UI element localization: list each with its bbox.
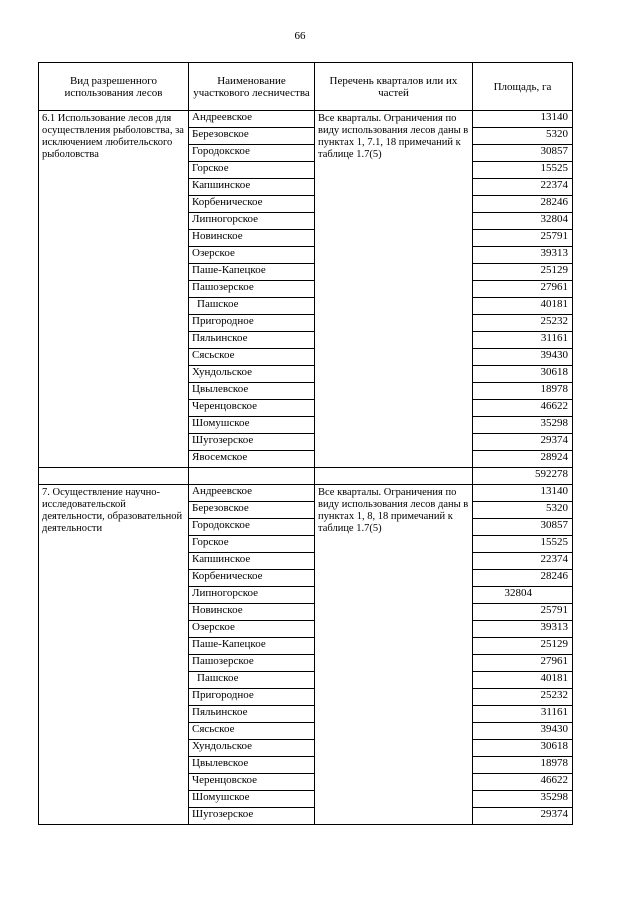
area-cell: 27961	[473, 655, 573, 672]
area-cell: 27961	[473, 281, 573, 298]
area-cell: 30857	[473, 145, 573, 162]
area-cell: 18978	[473, 757, 573, 774]
forestry-name-cell: Новинское	[189, 230, 315, 247]
forestry-name-cell: Пригородное	[189, 689, 315, 706]
forestry-name-cell: Андреевское	[189, 485, 315, 502]
area-cell: 32804	[473, 587, 573, 604]
total-area-cell: 592278	[473, 468, 573, 485]
forestry-name-cell: Городокское	[189, 145, 315, 162]
area-cell: 28246	[473, 196, 573, 213]
forestry-name-cell: Пашское	[189, 672, 315, 689]
area-cell: 28924	[473, 451, 573, 468]
table-header-row	[39, 63, 573, 111]
area-cell: 39313	[473, 621, 573, 638]
forestry-name-cell: Пяльинское	[189, 706, 315, 723]
forestry-name-cell: Сясьское	[189, 349, 315, 366]
area-cell: 46622	[473, 774, 573, 791]
page-number: 66	[294, 30, 306, 42]
header-area: Площадь, га	[473, 63, 573, 111]
area-cell: 22374	[473, 553, 573, 570]
forestry-name-cell: Березовское	[189, 128, 315, 145]
area-cell: 39430	[473, 723, 573, 740]
table-row	[39, 485, 573, 502]
forestry-name-cell: Озерское	[189, 621, 315, 638]
quarters-cell: Все кварталы. Ограничения по виду использования лесов даны в пунктах 1, 7.1, 18 примечаний к таблице 1.7(5)	[315, 111, 473, 468]
area-cell: 22374	[473, 179, 573, 196]
area-cell: 28246	[473, 570, 573, 587]
area-cell: 31161	[473, 706, 573, 723]
forestry-name-cell: Корбеничеcкое	[189, 570, 315, 587]
forestry-name-cell: Пяльинское	[189, 332, 315, 349]
area-cell: 30857	[473, 519, 573, 536]
quarters-cell: Все кварталы. Ограничения по виду использования лесов даны в пунктах 1, 8, 18 примечаний к таблице 1.7(5)	[315, 485, 473, 825]
area-cell: 15525	[473, 162, 573, 179]
area-cell: 40181	[473, 672, 573, 689]
area-cell: 46622	[473, 400, 573, 417]
area-cell: 25232	[473, 689, 573, 706]
forest-use-table	[38, 62, 573, 825]
forestry-name-cell: Горское	[189, 536, 315, 553]
forestry-name-cell: Сясьское	[189, 723, 315, 740]
forestry-name-cell: Хундольское	[189, 366, 315, 383]
forestry-name-cell: Пашозерское	[189, 281, 315, 298]
header-quarters: Перечень кварталов или их частей	[315, 63, 473, 111]
area-cell: 25129	[473, 264, 573, 281]
forestry-name-cell: Березовское	[189, 502, 315, 519]
area-cell: 35298	[473, 791, 573, 808]
forestry-name-cell: Шугозерское	[189, 808, 315, 825]
empty-cell	[189, 468, 315, 485]
area-cell: 5320	[473, 128, 573, 145]
forestry-name-cell: Новинское	[189, 604, 315, 621]
total-row	[39, 468, 573, 485]
forestry-name-cell: Черенцовское	[189, 774, 315, 791]
empty-cell	[39, 468, 189, 485]
forestry-name-cell: Хундольское	[189, 740, 315, 757]
forestry-name-cell: Липногорское	[189, 213, 315, 230]
forestry-name-cell: Пашское	[189, 298, 315, 315]
forestry-name-cell: Шомушское	[189, 791, 315, 808]
area-cell: 13140	[473, 111, 573, 128]
area-cell: 30618	[473, 740, 573, 757]
forestry-name-cell: Черенцовское	[189, 400, 315, 417]
forestry-name-cell: Паше-Капецкое	[189, 264, 315, 281]
forestry-name-cell: Андреевское	[189, 111, 315, 128]
area-cell: 18978	[473, 383, 573, 400]
area-cell: 39313	[473, 247, 573, 264]
area-cell: 15525	[473, 536, 573, 553]
area-cell: 30618	[473, 366, 573, 383]
forestry-name-cell: Пашозерское	[189, 655, 315, 672]
forestry-name-cell: Цвылевское	[189, 383, 315, 400]
area-cell: 40181	[473, 298, 573, 315]
forestry-name-cell: Горское	[189, 162, 315, 179]
forestry-name-cell: Капшинское	[189, 553, 315, 570]
table-row	[39, 111, 573, 128]
forestry-name-cell: Липногорское	[189, 587, 315, 604]
forestry-name-cell: Паше-Капецкое	[189, 638, 315, 655]
area-cell: 25232	[473, 315, 573, 332]
area-cell: 35298	[473, 417, 573, 434]
forestry-name-cell: Шугозерское	[189, 434, 315, 451]
area-cell: 5320	[473, 502, 573, 519]
area-cell: 13140	[473, 485, 573, 502]
area-cell: 25791	[473, 604, 573, 621]
area-cell: 25129	[473, 638, 573, 655]
forestry-name-cell: Явосемское	[189, 451, 315, 468]
use-type-cell: 7. Осуществление научно-исследовательской деятельности, образовательной деятельности	[39, 485, 189, 825]
use-type-cell: 6.1 Использование лесов для осуществления рыболовства, за исключением любительского рыболовства	[39, 111, 189, 468]
area-cell: 39430	[473, 349, 573, 366]
header-use-type: Вид разрешенного использования лесов	[39, 63, 189, 111]
forestry-name-cell: Шомушское	[189, 417, 315, 434]
forestry-name-cell: Корбеничеcкое	[189, 196, 315, 213]
area-cell: 29374	[473, 808, 573, 825]
forestry-name-cell: Озерское	[189, 247, 315, 264]
area-cell: 25791	[473, 230, 573, 247]
area-cell: 31161	[473, 332, 573, 349]
forestry-name-cell: Пригородное	[189, 315, 315, 332]
area-cell: 32804	[473, 213, 573, 230]
forestry-name-cell: Городокское	[189, 519, 315, 536]
header-forestry-name: Наименование участкового лесничества	[189, 63, 315, 111]
area-cell: 29374	[473, 434, 573, 451]
forestry-name-cell: Капшинское	[189, 179, 315, 196]
empty-cell	[315, 468, 473, 485]
forestry-name-cell: Цвылевское	[189, 757, 315, 774]
